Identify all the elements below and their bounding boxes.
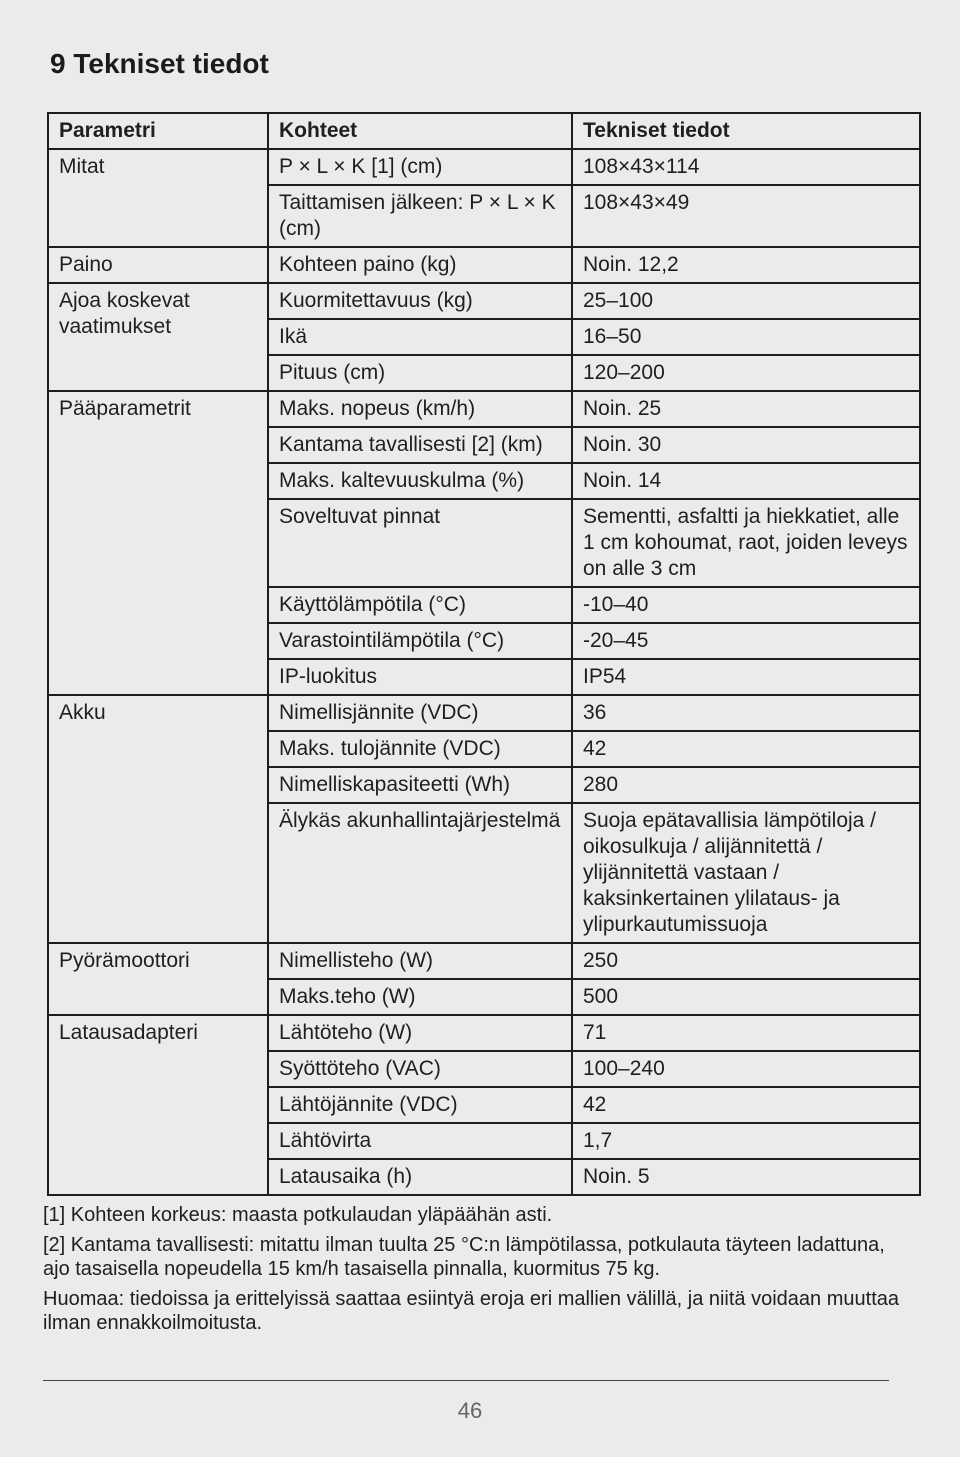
value-cell: Noin. 25 bbox=[572, 391, 920, 427]
item-cell: Älykäs akunhallintajärjestelmä bbox=[268, 803, 572, 943]
item-cell: Nimellisteho (W) bbox=[268, 943, 572, 979]
item-cell: Taittamisen jälkeen: P × L × K (cm) bbox=[268, 185, 572, 247]
table-body bbox=[48, 149, 920, 1195]
header-tekniset-tiedot: Tekniset tiedot bbox=[572, 113, 920, 149]
table-row bbox=[48, 695, 920, 731]
item-cell: Lähtöjännite (VDC) bbox=[268, 1087, 572, 1123]
value-cell: 120–200 bbox=[572, 355, 920, 391]
section-title: 9 Tekniset tiedot bbox=[50, 48, 269, 79]
value-cell: 250 bbox=[572, 943, 920, 979]
value-cell: 71 bbox=[572, 1015, 920, 1051]
item-cell: Pituus (cm) bbox=[268, 355, 572, 391]
value-cell: Noin. 5 bbox=[572, 1159, 920, 1195]
value-cell: 25–100 bbox=[572, 283, 920, 319]
item-cell: Kohteen paino (kg) bbox=[268, 247, 572, 283]
item-cell: Ikä bbox=[268, 319, 572, 355]
table-row bbox=[48, 943, 920, 979]
value-cell: Noin. 14 bbox=[572, 463, 920, 499]
item-cell: Syöttöteho (VAC) bbox=[268, 1051, 572, 1087]
value-cell: Suoja epätavallisia lämpötiloja / oikosulkuja / alijännitettä / ylijännitettä vastaan / kaksinkertainen ylilataus- ja ylipurkautumissuoja bbox=[572, 803, 920, 943]
footnotes bbox=[43, 1203, 903, 1341]
value-cell: 16–50 bbox=[572, 319, 920, 355]
item-cell: Soveltuvat pinnat bbox=[268, 499, 572, 587]
value-cell: Sementti, asfaltti ja hiekkatiet, alle 1 cm kohoumat, raot, joiden leveys on alle 3 cm bbox=[572, 499, 920, 587]
note-huomaa: Huomaa: tiedoissa ja erittelyissä saattaa esiintyä eroja eri mallien välillä, ja niitä voidaan muuttaa ilman ennakkoilmoitusta. bbox=[43, 1288, 899, 1334]
spec-table bbox=[47, 112, 921, 1196]
item-cell: P × L × K [1] (cm) bbox=[268, 149, 572, 185]
item-cell: Kuormitettavuus (kg) bbox=[268, 283, 572, 319]
value-cell: 108×43×49 bbox=[572, 185, 920, 247]
item-cell: Varastointilämpötila (°C) bbox=[268, 623, 572, 659]
value-cell: -10–40 bbox=[572, 587, 920, 623]
table-header-row bbox=[48, 113, 920, 149]
item-cell: Maks.teho (W) bbox=[268, 979, 572, 1015]
value-cell: IP54 bbox=[572, 659, 920, 695]
table-row bbox=[48, 1015, 920, 1051]
footnote-2: [2] Kantama tavallisesti: mitattu ilman tuulta 25 °C:n lämpötilassa, potkulauta täyteen ladattuna, ajo tasaisella nopeudella 15 km/h tasaisella pinnalla, kuormitus 75 kg. bbox=[43, 1234, 885, 1280]
param-cell: Pääparametrit bbox=[48, 391, 268, 695]
item-cell: Maks. kaltevuuskulma (%) bbox=[268, 463, 572, 499]
header-kohteet: Kohteet bbox=[268, 113, 572, 149]
param-cell: Pyörämoottori bbox=[48, 943, 268, 1015]
item-cell: Maks. tulojännite (VDC) bbox=[268, 731, 572, 767]
item-cell: Lähtövirta bbox=[268, 1123, 572, 1159]
value-cell: 1,7 bbox=[572, 1123, 920, 1159]
param-cell: Paino bbox=[48, 247, 268, 283]
table-row bbox=[48, 149, 920, 185]
table-row bbox=[48, 247, 920, 283]
item-cell: IP-luokitus bbox=[268, 659, 572, 695]
item-cell: Latausaika (h) bbox=[268, 1159, 572, 1195]
param-cell: Mitat bbox=[48, 149, 268, 247]
footer-divider bbox=[43, 1380, 889, 1381]
item-cell: Lähtöteho (W) bbox=[268, 1015, 572, 1051]
value-cell: 42 bbox=[572, 731, 920, 767]
value-cell: Noin. 12,2 bbox=[572, 247, 920, 283]
value-cell: 280 bbox=[572, 767, 920, 803]
item-cell: Nimelliskapasiteetti (Wh) bbox=[268, 767, 572, 803]
item-cell: Maks. nopeus (km/h) bbox=[268, 391, 572, 427]
param-cell: Ajoa koskevat vaatimukset bbox=[48, 283, 268, 391]
item-cell: Käyttölämpötila (°C) bbox=[268, 587, 572, 623]
table-row bbox=[48, 391, 920, 427]
item-cell: Kantama tavallisesti [2] (km) bbox=[268, 427, 572, 463]
value-cell: 42 bbox=[572, 1087, 920, 1123]
header-parametri: Parametri bbox=[48, 113, 268, 149]
value-cell: 108×43×114 bbox=[572, 149, 920, 185]
value-cell: -20–45 bbox=[572, 623, 920, 659]
table-row bbox=[48, 283, 920, 319]
value-cell: Noin. 30 bbox=[572, 427, 920, 463]
value-cell: 500 bbox=[572, 979, 920, 1015]
param-cell: Latausadapteri bbox=[48, 1015, 268, 1195]
value-cell: 36 bbox=[572, 695, 920, 731]
footnote-1: [1] Kohteen korkeus: maasta potkulaudan yläpäähän asti. bbox=[43, 1204, 553, 1226]
item-cell: Nimellisjännite (VDC) bbox=[268, 695, 572, 731]
param-cell: Akku bbox=[48, 695, 268, 943]
value-cell: 100–240 bbox=[572, 1051, 920, 1087]
page-number: 46 bbox=[457, 1398, 483, 1423]
